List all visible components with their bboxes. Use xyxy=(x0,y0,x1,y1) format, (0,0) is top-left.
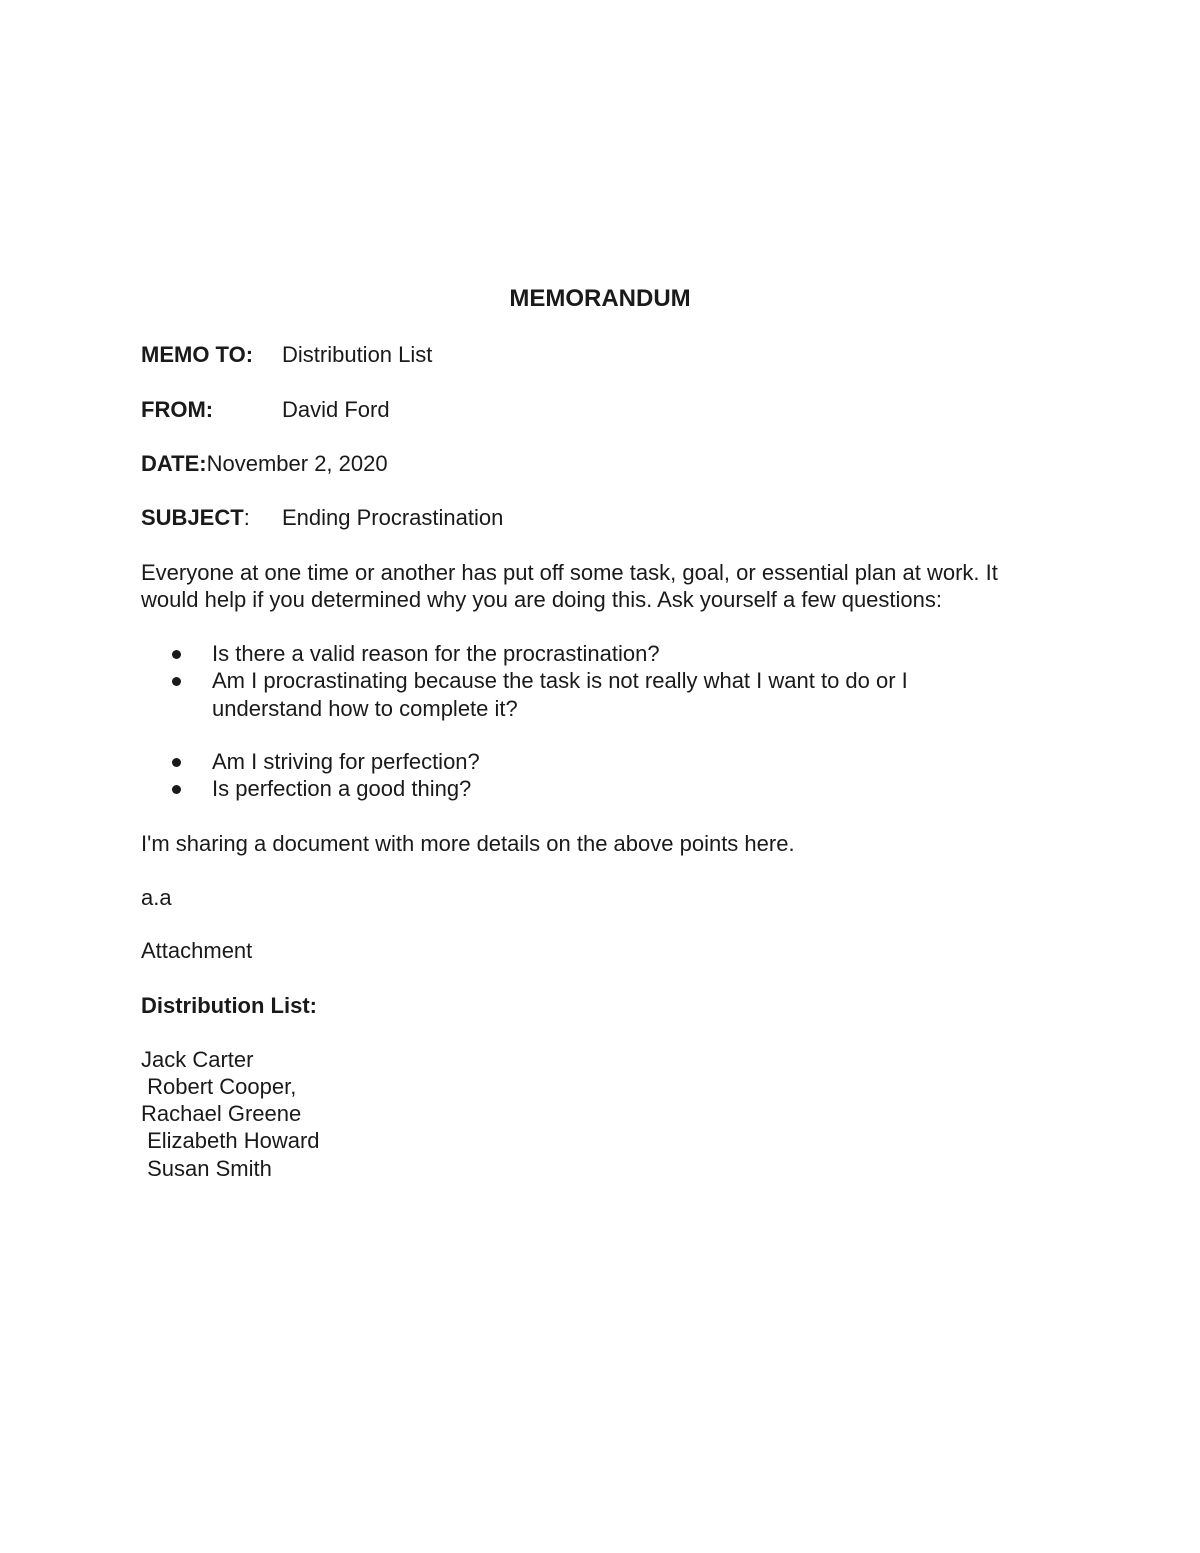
distribution-list-heading: Distribution List: xyxy=(141,993,317,1018)
bullet-text: Am I striving for perfection? xyxy=(212,749,480,774)
intro-line-1: Everyone at one time or another has put off some task, goal, or essential plan at work. It xyxy=(141,560,998,585)
distribution-name: Jack Carter xyxy=(141,1047,254,1072)
date-label: DATE: xyxy=(141,451,207,476)
memo-to-label: MEMO TO: xyxy=(141,342,254,367)
bullet-icon xyxy=(172,758,181,767)
bullet-text: Is there a valid reason for the procrastination? xyxy=(212,641,660,666)
bullet-icon xyxy=(172,650,181,659)
distribution-name: Robert Cooper, xyxy=(141,1074,297,1099)
distribution-name: Susan Smith xyxy=(141,1156,272,1181)
bullet-icon xyxy=(172,785,181,794)
subject-row xyxy=(141,504,250,531)
memo-to-row xyxy=(141,341,253,368)
attachment-note: Attachment xyxy=(141,938,253,963)
memo-to-value: Distribution List xyxy=(282,342,433,367)
from-row xyxy=(141,396,213,423)
from-label: FROM: xyxy=(141,397,214,422)
bullet-text: Am I procrastinating because the task is not really what I want to do or I xyxy=(212,668,908,693)
intro-line-2: would help if you determined why you are doing this. Ask yourself a few questions: xyxy=(141,587,943,612)
date-row xyxy=(141,450,388,477)
bullet-text: understand how to complete it? xyxy=(212,696,518,721)
date-value: November 2, 2020 xyxy=(206,451,388,476)
bullet-icon xyxy=(172,677,181,686)
subject-label: SUBJECT xyxy=(141,505,244,530)
memo-title: MEMORANDUM xyxy=(509,285,691,312)
bullet-text: Is perfection a good thing? xyxy=(212,776,472,801)
subject-value: Ending Procrastination xyxy=(282,505,504,530)
subject-colon: : xyxy=(243,505,250,530)
sharing-text: I'm sharing a document with more details on the above points here. xyxy=(141,831,795,856)
from-value: David Ford xyxy=(282,397,390,422)
initials: a.a xyxy=(141,885,172,910)
distribution-name: Elizabeth Howard xyxy=(141,1128,320,1153)
distribution-name: Rachael Greene xyxy=(141,1101,302,1126)
